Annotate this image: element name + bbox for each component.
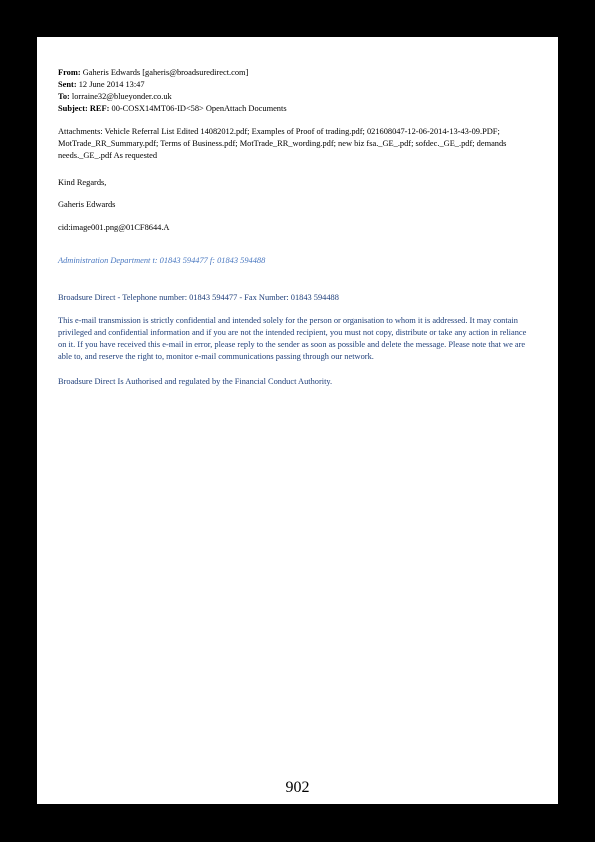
subject-value: 00-COSX14MT06-ID<58> OpenAttach Documents [111,104,287,113]
document-page [37,37,558,804]
regards-text: Kind Regards, [58,178,107,187]
to-line [58,91,536,103]
company-contact-line: Broadsure Direct - Telephone number: 01843 594477 - Fax Number: 01843 594488 [58,293,339,302]
subject-line [58,103,536,115]
sent-line [58,79,536,91]
authorised-text: Broadsure Direct Is Authorised and regulated by the Financial Conduct Authority. [58,377,333,386]
sent-value: 12 June 2014 13:47 [78,80,145,89]
from-line [58,67,536,79]
subject-label: Subject: [58,104,88,113]
cid-text: cid:image001.png@01CF8644.A [58,223,170,232]
to-label: To: [58,92,70,101]
email-header [58,67,536,115]
disclaimer-text: This e-mail transmission is strictly confidential and intended solely for the person or organisation to whom it is addressed. It may contain privileged and confidential information and if you are not the intended recipient, you must not copy, distribute or take any action in reliance on it. If you have received this e-mail in error, please reply to the sender as soon as possible and delete the message. Please note that we are able to, and reserve the right to, monitor e-mail communications passing through our network. [58,316,527,361]
from-label: From: [58,68,81,77]
subject-ref: REF: [89,104,110,113]
from-value: Gaheris Edwards [gaheris@broadsuredirect.com] [82,68,249,77]
page-number: 902 [285,779,310,796]
attachments-text: Attachments: Vehicle Referral List Edited 14082012.pdf; Examples of Proof of trading.pdf; 021608047-12-06-2014-13-43-09.PDF; MotTrade_RR_Summary.pdf; Terms of Business.pdf; MotTrade_RR_wording.pdf; new biz fsa._GE_.pdf; sofdec._GE_.pdf; demands needs._GE_.pdf As requested [58,127,507,160]
signature-name: Gaheris Edwards [58,200,116,209]
to-value: lorraine32@blueyonder.co.uk [71,92,172,101]
sent-label: Sent: [58,80,77,89]
department-line: Administration Department t: 01843 594477 f: 01843 594488 [58,256,266,265]
